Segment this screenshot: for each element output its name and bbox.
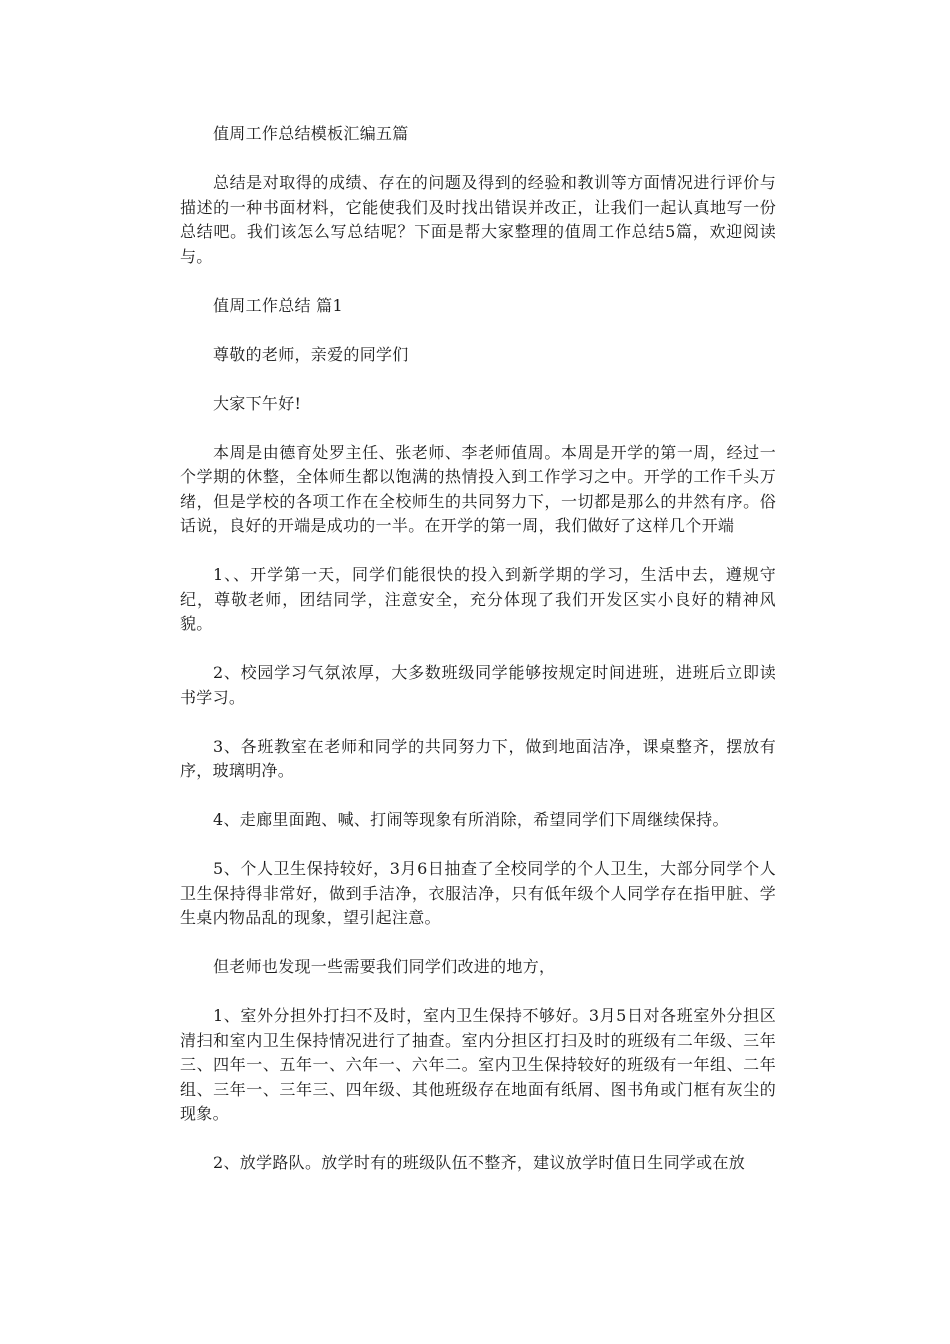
list-item: 2、放学路队。放学时有的班级队伍不整齐，建议放学时值日生同学或在放: [213, 1153, 746, 1172]
body-paragraph: 但老师也发现一些需要我们同学们改进的地方，: [213, 957, 556, 976]
document-title: 值周工作总结模板汇编五篇: [213, 124, 409, 143]
greeting: 大家下午好!: [213, 393, 302, 413]
document-body: [180, 122, 776, 1200]
list-item: 1、室外分担外打扫不及时，室内卫生保持不够好。3月5日对各班室外分担区清扫和室内卫生保持情况进行了抽查。室内分担区打扫及时的班级有二年级、三年三、四年一、五年一、六年一、六年二。室内卫生保持较好的班级有一年组、二年组、三年一、三年三、四年级、其他班级存在地面有纸屑、图书角或门框有灰尘的现象。: [180, 1006, 776, 1123]
body-paragraph: 本周是由德育处罗主任、张老师、李老师值周。本周是开学的第一周，经过一个学期的休整，全体师生都以饱满的热情投入到工作学习之中。开学的工作千头万绪，但是学校的各项工作在全校师生的共同努力下，一切都是那么的井然有序。俗话说，良好的开端是成功的一半。在开学的第一周，我们做好了这样几个开端: [180, 442, 776, 535]
list-item: 5、个人卫生保持较好，3月6日抽查了全校同学的个人卫生，大部分同学个人卫生保持得非常好，做到手洁净，衣服洁净，只有低年级个人同学存在指甲脏、学生桌内物品乱的现象，望引起注意。: [180, 859, 776, 927]
intro-paragraph: 总结是对取得的成绩、存在的问题及得到的经验和教训等方面情况进行评价与描述的一种书面材料，它能使我们及时找出错误并改正，让我们一起认真地写一份总结吧。我们该怎么写总结呢？下面是帮大家整理的值周工作总结5篇，欢迎阅读与。: [180, 173, 776, 266]
list-item: 4、走廊里面跑、喊、打闹等现象有所消除，希望同学们下周继续保持。: [213, 810, 729, 829]
list-item: 1、、开学第一天，同学们能很快的投入到新学期的学习，生活中去，遵规守纪，尊敬老师，团结同学，注意安全，充分体现了我们开发区实小良好的精神风貌。: [180, 565, 776, 633]
list-item: 2、校园学习气氛浓厚，大多数班级同学能够按规定时间进班，进班后立即读书学习。: [180, 663, 776, 707]
section-heading: 值周工作总结 篇1: [213, 295, 343, 315]
salutation: 尊敬的老师，亲爱的同学们: [213, 344, 409, 364]
list-item: 3、各班教室在老师和同学的共同努力下，做到地面洁净，课桌整齐，摆放有序，玻璃明净。: [180, 736, 776, 780]
